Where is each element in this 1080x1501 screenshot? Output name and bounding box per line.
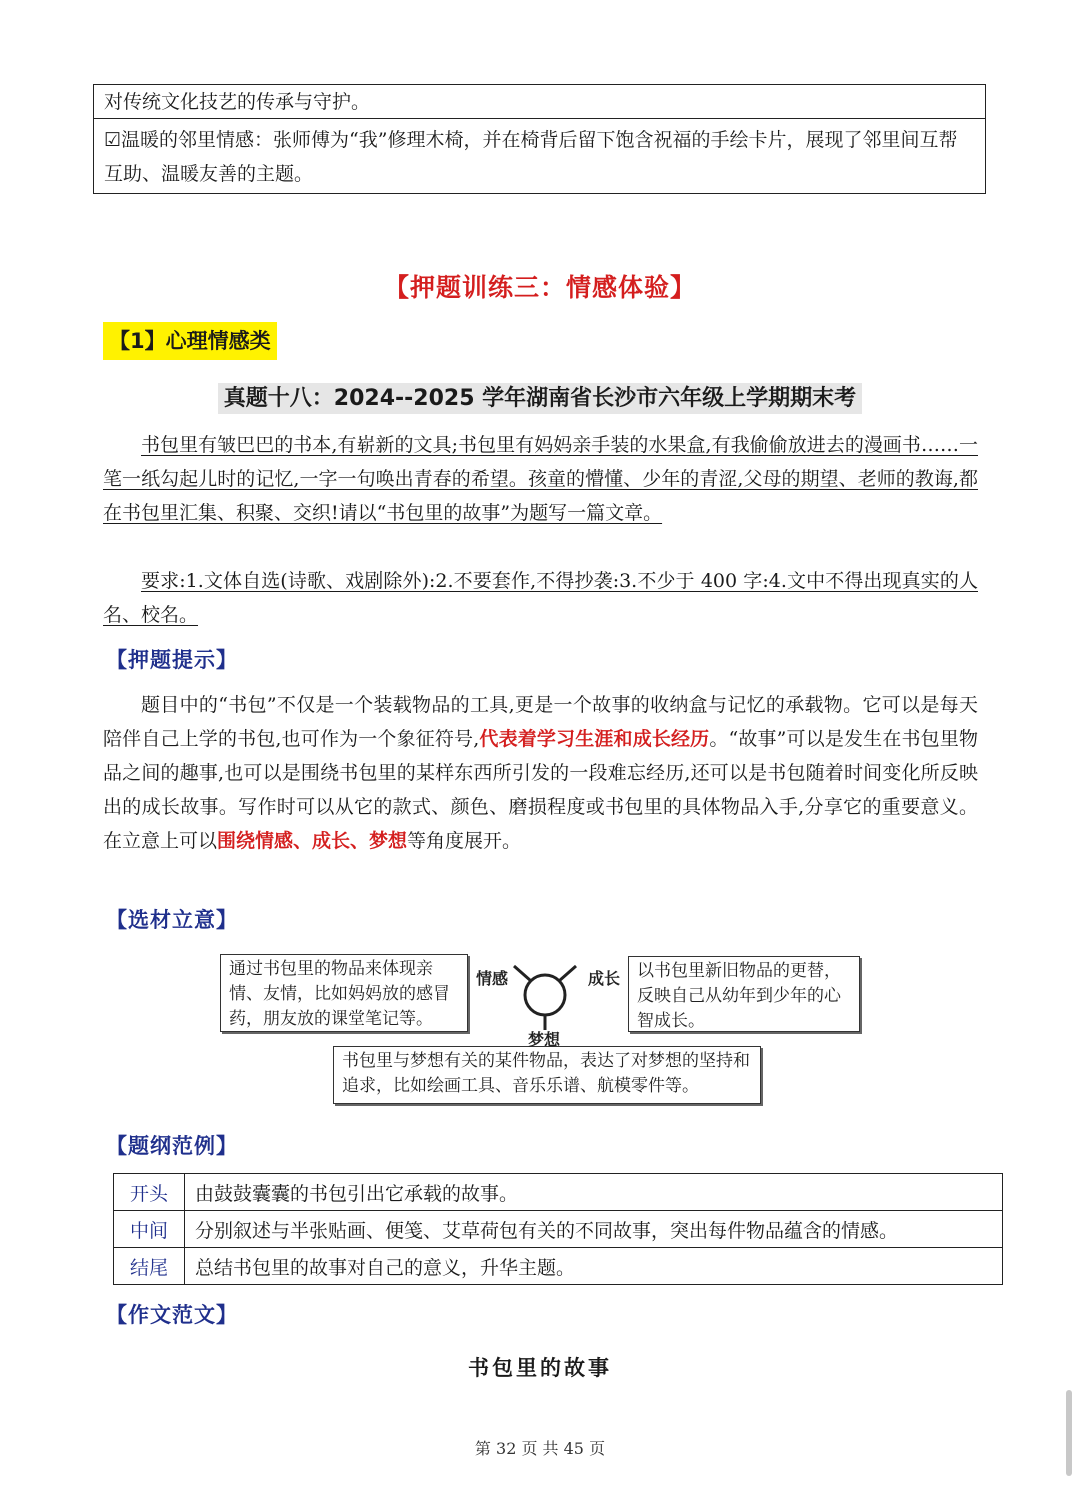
diagram-spoke-growth bbox=[559, 966, 576, 981]
table-row bbox=[114, 1211, 1003, 1248]
essay-title: 书包里的故事 bbox=[468, 1356, 612, 1380]
page-footer: 第 32 页 共 45 页 bbox=[474, 1439, 606, 1458]
exam-title-text: 真题十八：2024--2025 学年湖南省长沙市六年级上学期期末考 bbox=[218, 383, 862, 414]
dream-box: 书包里与梦想有关的某件物品，表达了对梦想的坚持和追求，比如绘画工具、音乐乐谱、航模零件等。 bbox=[333, 1046, 761, 1104]
exam-title bbox=[0, 381, 1080, 412]
outline-key: 结尾 bbox=[114, 1248, 185, 1285]
outline-value: 总结书包里的故事对自己的意义，升华主题。 bbox=[185, 1248, 1003, 1285]
category-tag: 【1】心理情感类 bbox=[103, 322, 277, 360]
growth-box: 以书包里新旧物品的更替，反映自己从幼年到少年的心智成长。 bbox=[628, 956, 860, 1032]
outline-heading: 【题纲范例】 bbox=[106, 1134, 238, 1158]
table-row: ☑温暖的邻里情感：张师傅为“我”修理木椅，并在椅背后留下饱含祝福的手绘卡片，展现了邻里间互帮互助、温暖友善的主题。 bbox=[104, 129, 958, 185]
continuation-table bbox=[93, 84, 986, 194]
label-emotion: 情感 bbox=[476, 969, 509, 988]
outline-value: 由鼓鼓囊囊的书包引出它承载的故事。 bbox=[185, 1174, 1003, 1211]
essay-heading: 【作文范文】 bbox=[106, 1303, 238, 1327]
hint-heading: 【押题提示】 bbox=[106, 648, 238, 672]
hint-text-1: 题目中的“书包”不仅是一个装载物品的工具,更是一个故事的收纳盒与记忆的承载物。它可以是每天陪伴自己上学的书包,也可作为一个象征符号, bbox=[103, 694, 978, 750]
prompt-text: 书包里有皱巴巴的书本,有崭新的文具;书包里有妈妈亲手装的水果盒,有我偷偷放进去的漫画书……一笔一纸勾起儿时的记忆,一字一句唤出青春的希望。孩童的懵懂、少年的青涩,父母的期望、老师的教诲,都在书包里汇集、积聚、交织!请以“书包里的故事”为题写一篇文章。 bbox=[103, 434, 978, 524]
hint-highlight-1: 代表着学习生涯和成长经历 bbox=[479, 728, 710, 750]
hint-highlight-2: 围绕情感、成长、梦想 bbox=[217, 830, 408, 852]
material-heading: 【选材立意】 bbox=[106, 908, 238, 932]
hint-text-2: 。“故事”可以是发生在书包里物品之间的趣事,也可以是围绕书包里的某样东西所引发的一段难忘经历,还可以是书包随着时间变化所反映出的成长故事。写作时可以从它的款式、颜色、磨损程度或书包里的具体物品入手,分享它的重要意义。在立意上可以 bbox=[103, 728, 978, 852]
scrollbar-thumb[interactable] bbox=[1066, 1390, 1072, 1476]
outline-key: 中间 bbox=[114, 1211, 185, 1248]
diagram-spoke-emotion bbox=[514, 966, 531, 981]
requirement-paragraph bbox=[103, 564, 978, 632]
hint-paragraph bbox=[103, 688, 978, 858]
table-row: 对传统文化技艺的传承与守护。 bbox=[94, 85, 985, 119]
label-growth: 成长 bbox=[588, 969, 621, 988]
hint-text-3: 等角度展开。 bbox=[407, 830, 522, 852]
table-row bbox=[114, 1174, 1003, 1211]
outline-key: 开头 bbox=[114, 1174, 185, 1211]
outline-value: 分别叙述与半张贴画、便笺、艾草荷包有关的不同故事，突出每件物品蕴含的情感。 bbox=[185, 1211, 1003, 1248]
outline-table bbox=[113, 1173, 1003, 1285]
prompt-paragraph bbox=[103, 428, 978, 530]
requirement-text: 要求:1.文体自选(诗歌、戏剧除外):2.不要套作,不得抄袭:3.不少于 400 字:4.文中不得出现真实的人名、校名。 bbox=[103, 570, 978, 626]
table-row bbox=[114, 1248, 1003, 1285]
label-dream: 梦想 bbox=[528, 1030, 561, 1049]
emotion-box: 通过书包里的物品来体现亲情、友情，比如妈妈放的感冒药，朋友放的课堂笔记等。 bbox=[220, 954, 468, 1032]
section-title: 【押题训练三：情感体验】 bbox=[383, 273, 696, 302]
